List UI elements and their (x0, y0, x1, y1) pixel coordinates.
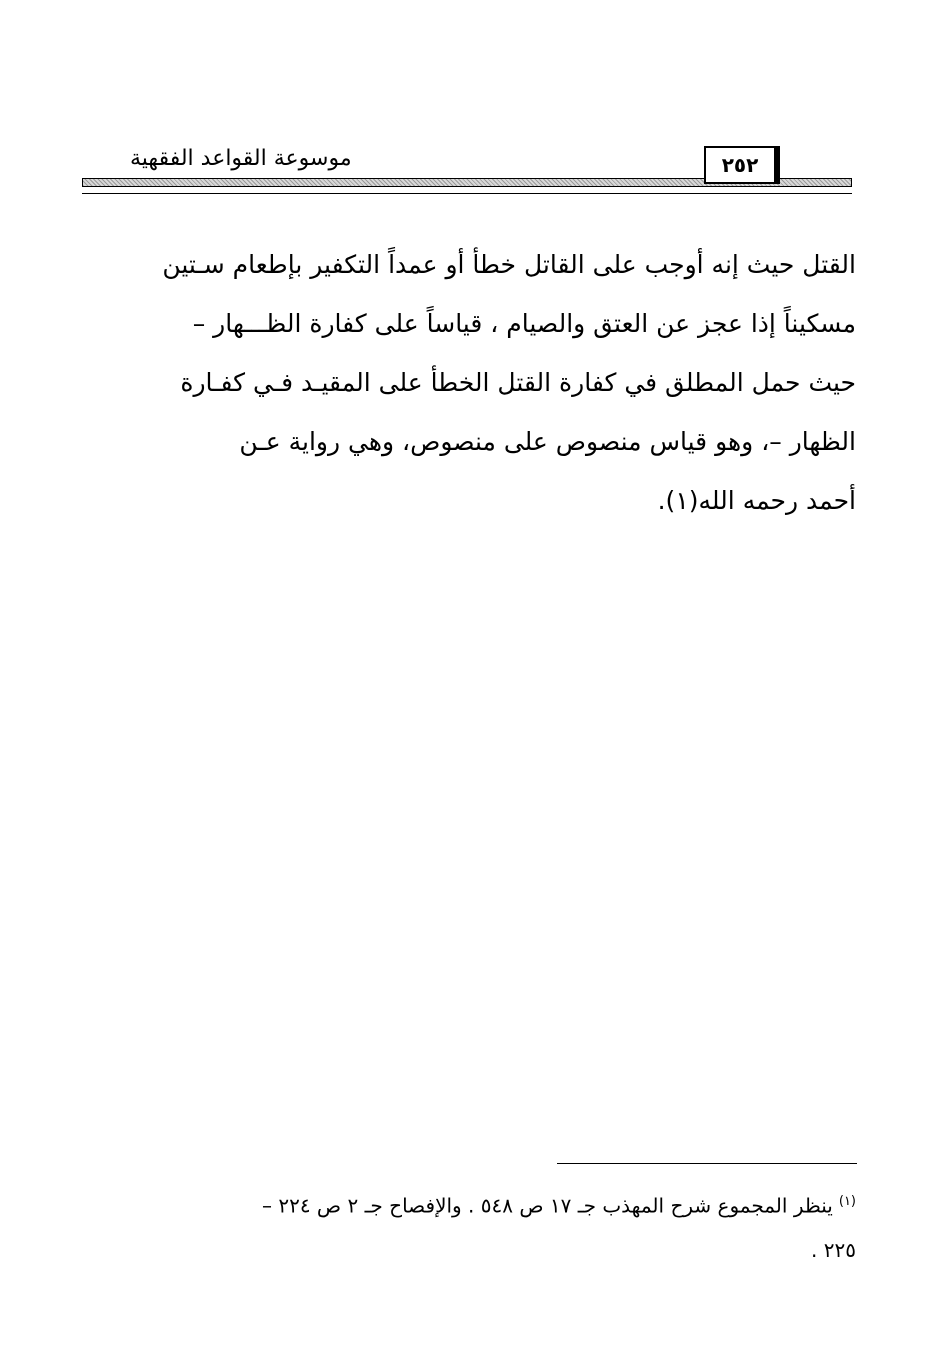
page-number: ٢٥٢ (704, 146, 780, 184)
main-text (84, 235, 856, 530)
header-rule (82, 193, 852, 194)
footnote-separator (557, 1163, 857, 1164)
footnote-line-2: ٢٢٥ . (811, 1237, 856, 1262)
text-line: القتل حيث إنه أوجب على القاتل خطأ أو عمداً التكفير بإطعام سـتين (162, 250, 856, 279)
footnote-marker: (١) (838, 1194, 856, 1209)
page-header (82, 140, 852, 196)
footnote-line-1 (84, 1180, 856, 1228)
text-line: حيث حمل المطلق في كفارة القتل الخطأ على المقيـد فـي كفـارة (180, 368, 856, 397)
text-line: الظهار –، وهو قياس منصوص على منصوص، وهي رواية عـن (239, 427, 856, 456)
text-line: مسكيناً إذا عجز عن العتق والصيام ، قياساً على كفارة الظـــهار – (192, 309, 856, 338)
text-line: أحمد رحمه الله(١). (657, 486, 856, 515)
footnote (84, 1180, 856, 1272)
book-title: موسوعة القواعد الفقهية (130, 146, 352, 171)
footnote-text: ينظر المجموع شرح المهذب جـ ١٧ ص ٥٤٨ . والإفصاح جـ ٢ ص ٢٢٤ – (261, 1193, 833, 1218)
